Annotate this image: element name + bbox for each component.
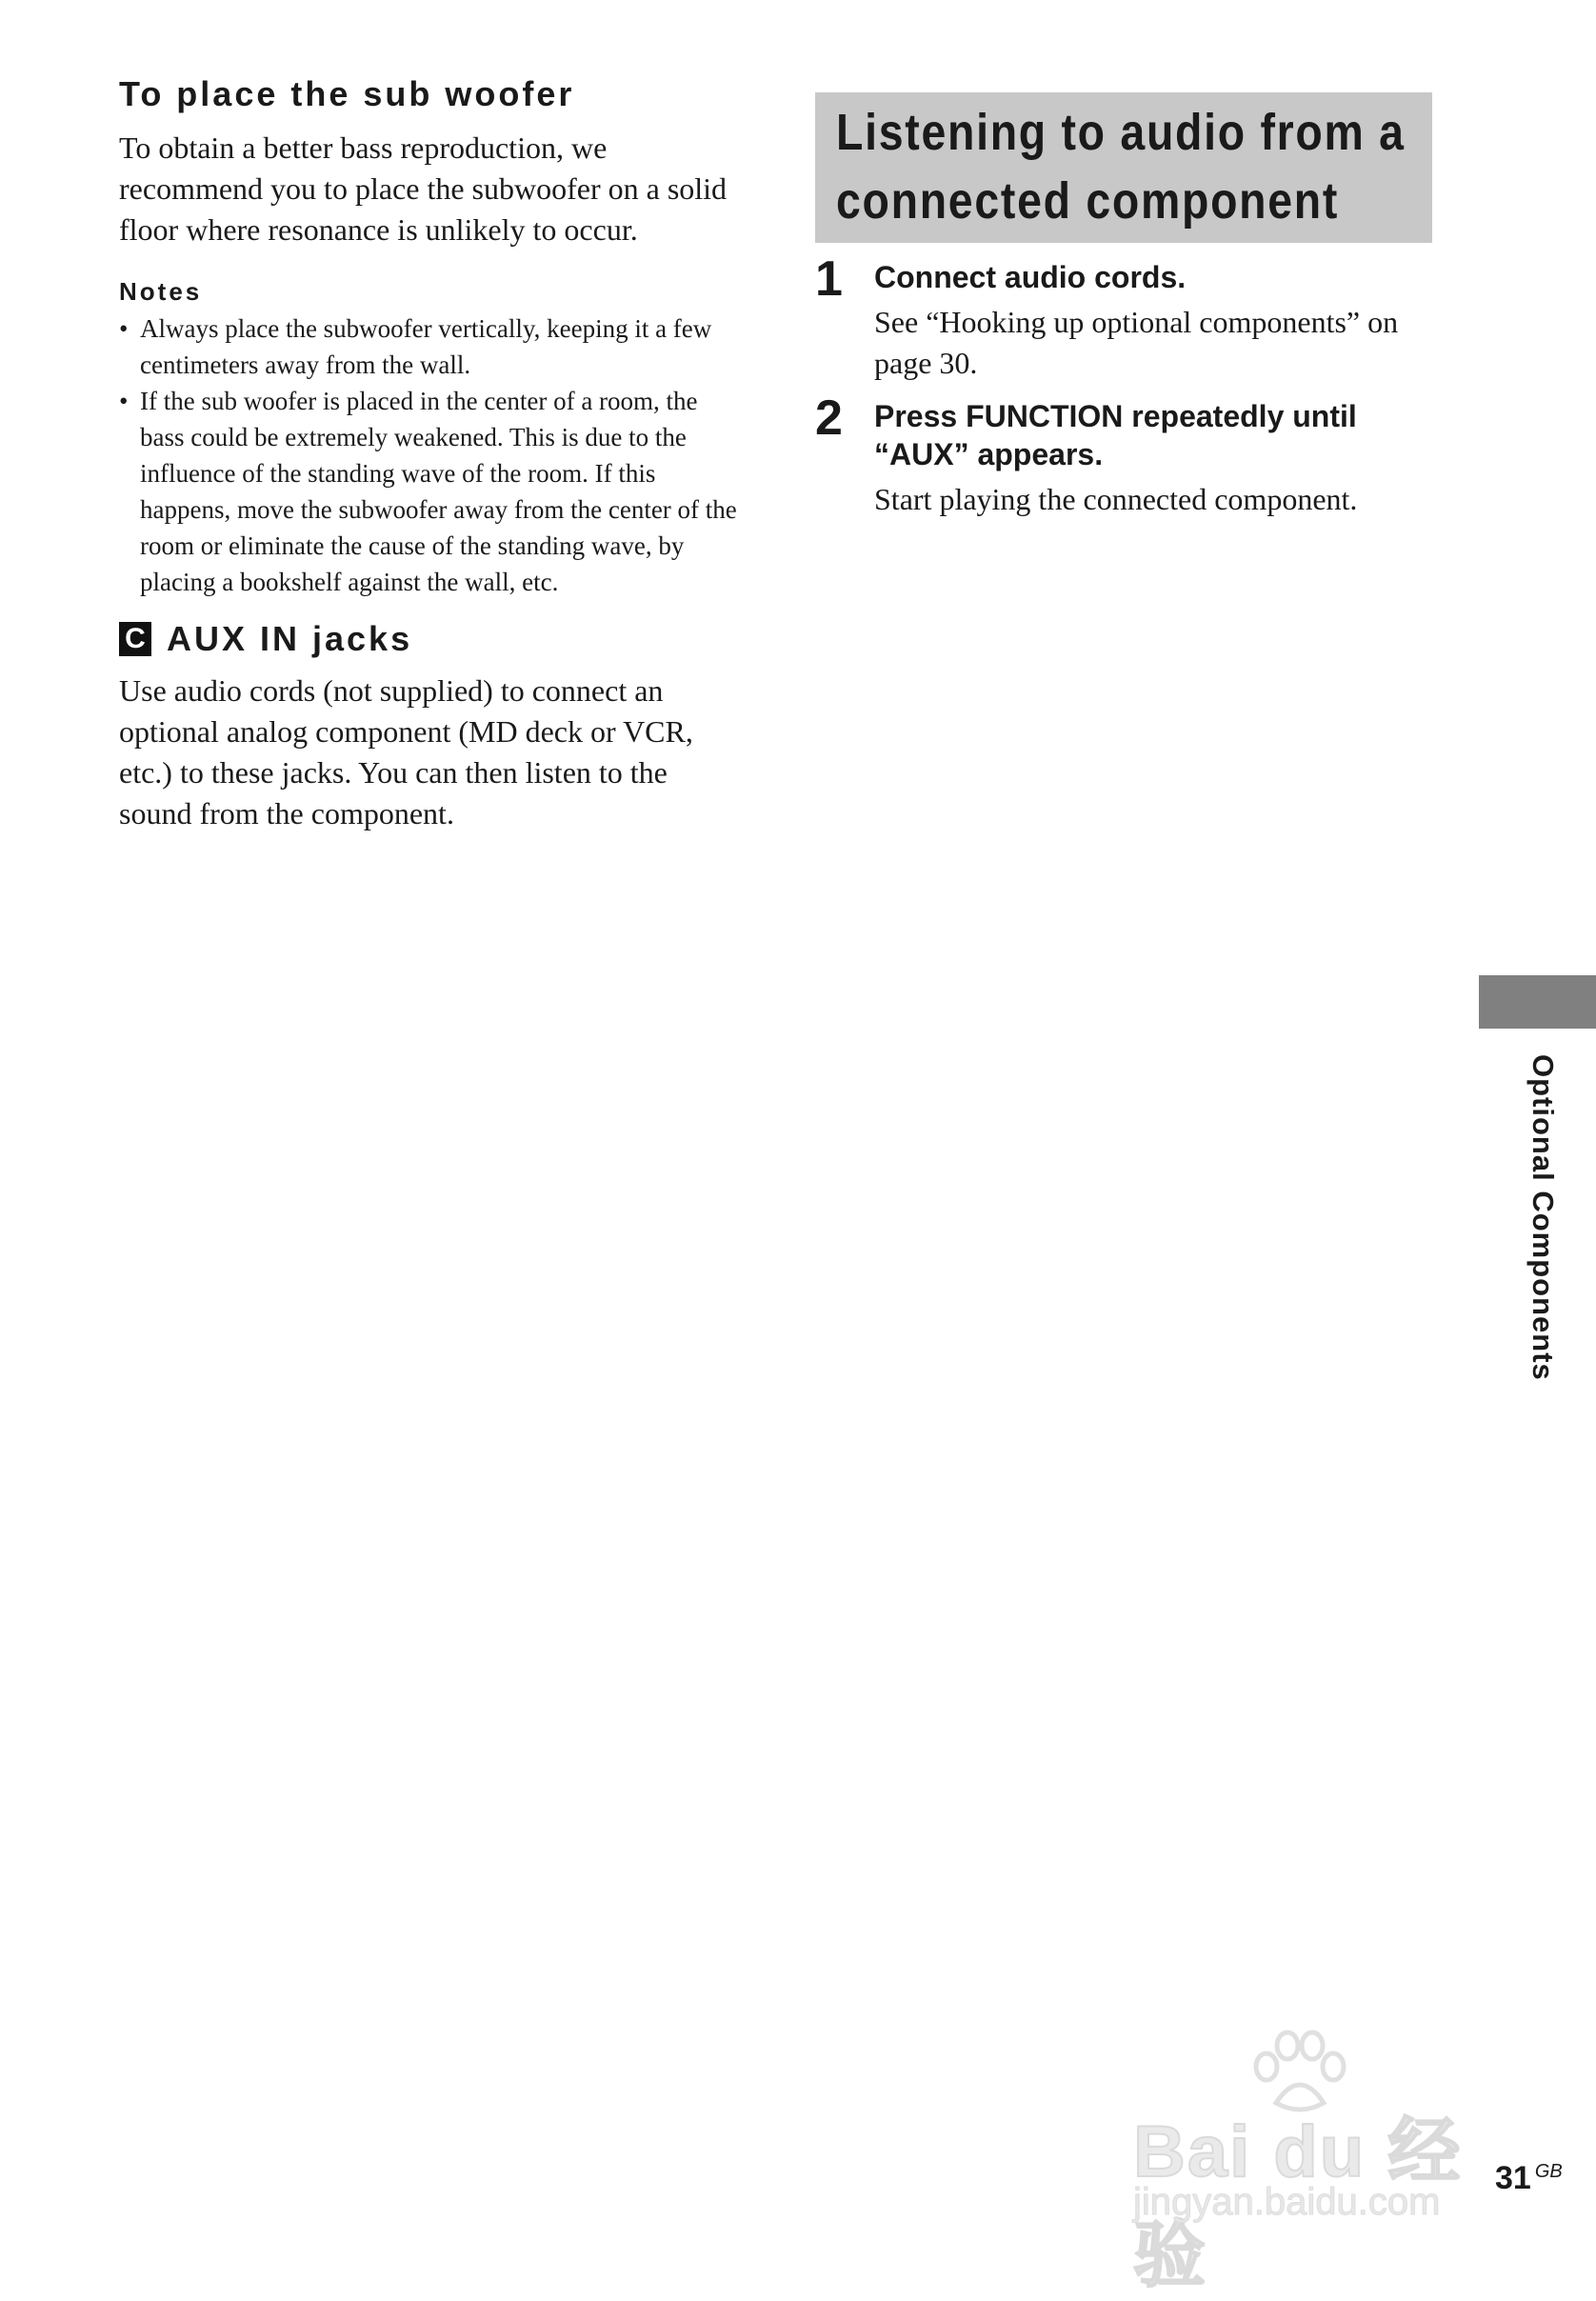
note-item [119, 383, 748, 600]
page-number-suffix: GB [1534, 2160, 1563, 2182]
note-item [119, 310, 748, 383]
step-title-line-1: Press FUNCTION repeatedly until [874, 399, 1357, 433]
watermark-brand: Bai du 经验 [1133, 2111, 1463, 2296]
section-letter-icon: C [119, 622, 151, 656]
step-number: 1 [815, 251, 843, 307]
subwoofer-heading: To place the sub woofer [119, 74, 575, 113]
notes-title: Notes [119, 277, 203, 306]
note-text: If the sub woofer is placed in the center of a room, the bass could be extremely weakened. This is due to the influence of the standing wave of the room. If this happens, move the subwoofer away from the center of the room or eliminate the cause of the standing wave, by placing a bookshelf against the wall, etc. [140, 387, 737, 596]
step-title-line-2: “AUX” appears. [874, 437, 1104, 471]
step-title: Connect audio cords. [874, 260, 1187, 294]
watermark [1133, 2029, 1533, 2296]
step-body: See “Hooking up optional components” on page 30. [874, 305, 1399, 380]
step-title [874, 397, 1432, 473]
step-item [815, 390, 1432, 520]
side-tab-marker [1479, 975, 1596, 1029]
aux-heading-text: AUX IN jacks [167, 619, 413, 658]
bullet-icon: • [119, 314, 129, 343]
section-banner [815, 92, 1432, 243]
step-item [815, 251, 1432, 384]
subwoofer-paragraph: To obtain a better bass reproduction, we recommend you to place the subwoofer on a solid floor where resonance is unlikely to occur. [119, 130, 728, 247]
watermark-url: jingyan.baidu.com [1133, 2181, 1441, 2223]
bullet-icon: • [119, 387, 129, 415]
step-body: Start playing the connected component. [874, 482, 1358, 516]
step-number: 2 [815, 390, 843, 446]
side-tab-label: Optional Components [1526, 1054, 1560, 1381]
left-column [119, 74, 748, 834]
banner-line-1: Listening to audio from a [836, 104, 1406, 161]
notes-list [119, 310, 748, 600]
note-text: Always place the subwoofer vertically, keeping it a few centimeters away from the wall. [140, 314, 712, 379]
page-number [1495, 2160, 1563, 2197]
banner-line-2: connected component [836, 172, 1340, 230]
aux-paragraph: Use audio cords (not supplied) to connect an optional analog component (MD deck or VCR, etc.) to these jacks. You can then listen to the sound from the component. [119, 673, 693, 830]
aux-heading [119, 619, 748, 659]
page-number-value: 31 [1495, 2160, 1531, 2196]
right-column [815, 92, 1432, 533]
steps-list [815, 251, 1432, 520]
